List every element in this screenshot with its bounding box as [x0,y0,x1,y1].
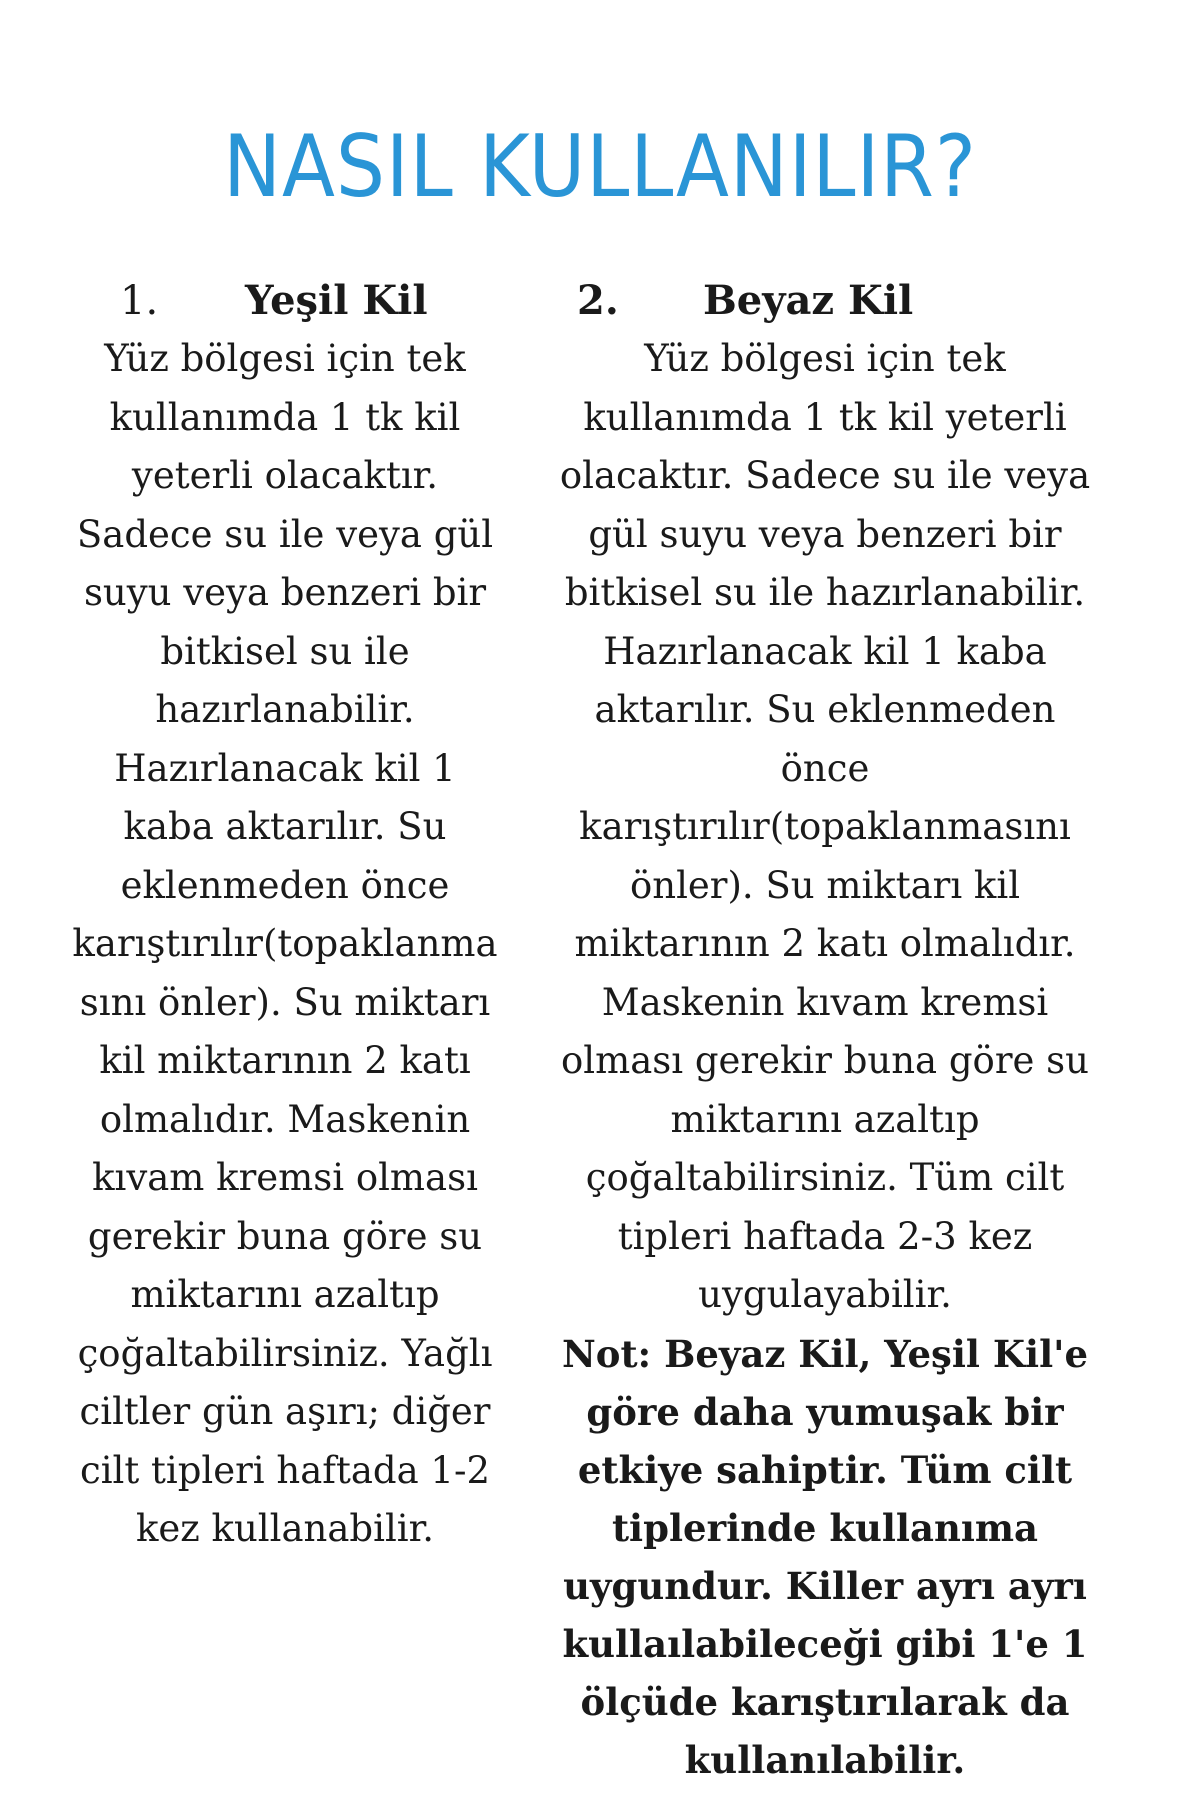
page-title: NASIL KULLANILIR? [223,117,977,217]
white-clay-section [545,272,1105,1789]
clay-note: Not: Beyaz Kil, Yeşil Kil'e göre daha yumuşak bir etkiye sahiptir. Tüm cilt tiplerinde kullanıma uygundur. Killer ayrı ayrı kullaılabileceği gibi 1'e 1 ölçüde karıştırılarak da kullanılabilir. [561,1331,1089,1782]
white-clay-name: Beyaz Kil [703,277,914,324]
green-clay-heading [65,272,505,330]
white-clay-instructions: Yüz bölgesi için tek kullanımda 1 tk kil yeterli olacaktır. Sadece su ile veya gül suyu veya benzeri bir bitkisel su ile hazırlanabilir. Hazırlanacak kil 1 kaba aktarılır. Su eklenmeden önce karıştırılır(topaklanmasını önler). Su miktarı kil miktarının 2 katı olmalıdır. Maskenin kıvam kremsi olması gerekir buna göre su miktarını azaltıp çoğaltabilirsiniz. Tüm cilt tipleri haftada 2-3 kez uygulayabilir. [559,337,1091,1316]
white-clay-number: 2. [577,277,619,324]
white-clay-heading [545,272,1105,330]
green-clay-number: 1. [120,278,159,324]
green-clay-name: Yeşil Kil [245,277,428,324]
green-clay-instructions: Yüz bölgesi için tek kullanımda 1 tk kil yeterli olacaktır. Sadece su ile veya gül suyu veya benzeri bir bitkisel su ile hazırlanabilir. Hazırlanacak kil 1 kaba aktarılır. Su eklenmeden önce karıştırılır(topaklanmasını önler). Su miktarı kil miktarının 2 katı olmalıdır. Maskenin kıvam kremsi olması gerekir buna göre su miktarını azaltıp çoğaltabilirsiniz. Yağlı ciltler gün aşırı; diğer cilt tipleri haftada 1-2 kez kullanabilir. [72,337,498,1550]
green-clay-section [65,272,505,1559]
